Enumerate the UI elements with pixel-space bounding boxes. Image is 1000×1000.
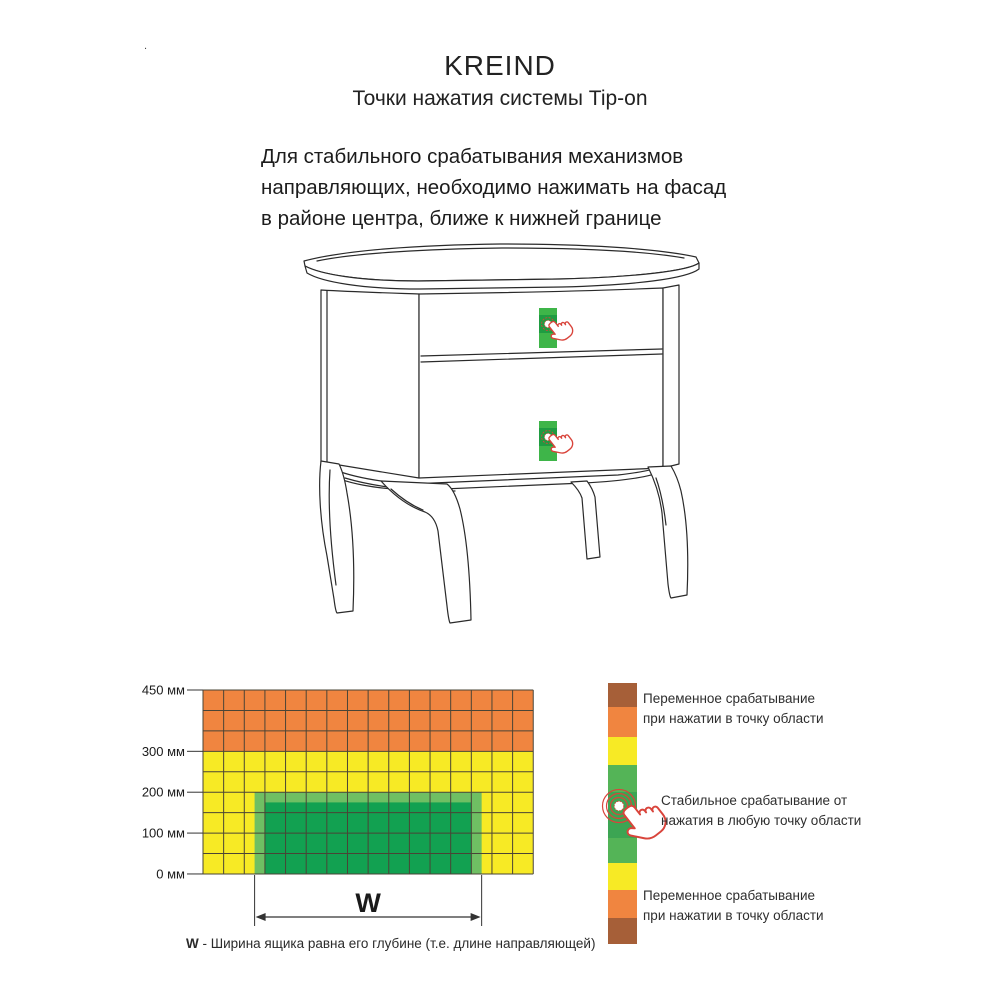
cabinet-illustration [280, 240, 720, 630]
legend-bar-segment [608, 737, 637, 765]
dimension-caption-bold: W [186, 936, 199, 951]
legend-bar-segment [608, 707, 637, 737]
dimension-arrowhead [256, 913, 266, 921]
cabinet-side-panel [321, 290, 419, 478]
stray-dot: . [144, 40, 148, 52]
cabinet-leg [648, 466, 688, 598]
legend-item-line: Переменное срабатывание [643, 691, 816, 706]
dimension-caption [186, 936, 595, 951]
description-line: направляющих, необходимо нажимать на фасад [261, 176, 727, 199]
legend-item-line: Стабильное срабатывание от [661, 793, 848, 808]
legend-item-line: Переменное срабатывание [643, 888, 816, 903]
dimension-caption-text: - Ширина ящика равна его глубине (т.е. длине направляющей) [198, 936, 596, 951]
cabinet-leg [571, 481, 600, 559]
legend-item-variable-bottom [643, 886, 824, 925]
brand-title: KREIND [444, 50, 556, 81]
legend-bar-segment [608, 683, 637, 707]
legend-item-line: при нажатии в точку области [643, 907, 824, 923]
legend-bar-segment [608, 890, 637, 918]
description-line: Для стабильного срабатывания механизмов [261, 145, 684, 168]
axis-tick-label: 0 мм [156, 866, 185, 882]
cabinet-right-stile [663, 285, 679, 468]
axis-tick-label: 450 мм [141, 682, 185, 698]
legend-bar-segment [608, 863, 637, 890]
dimension-arrowhead [471, 913, 481, 921]
axis-tick-label: 200 мм [141, 784, 185, 800]
description-line: в районе центра, ближе к нижней границе [261, 207, 662, 230]
page-subtitle: Точки нажатия системы Tip-on [352, 87, 648, 110]
legend-bar-segment [608, 918, 637, 944]
legend-item-line: при нажатии в точку области [643, 710, 824, 726]
axis-tick-label: 100 мм [141, 825, 185, 841]
cabinet-leg [320, 461, 354, 613]
dimension-label: W [355, 888, 381, 918]
legend-item-line: нажатия в любую точку области [661, 812, 862, 828]
axis-tick-label: 300 мм [141, 743, 185, 759]
legend-item-variable-top [643, 689, 824, 728]
description [261, 141, 726, 234]
legend-item-stable [661, 791, 861, 830]
press-zone-chart [130, 660, 640, 980]
cabinet-leg [381, 481, 471, 623]
